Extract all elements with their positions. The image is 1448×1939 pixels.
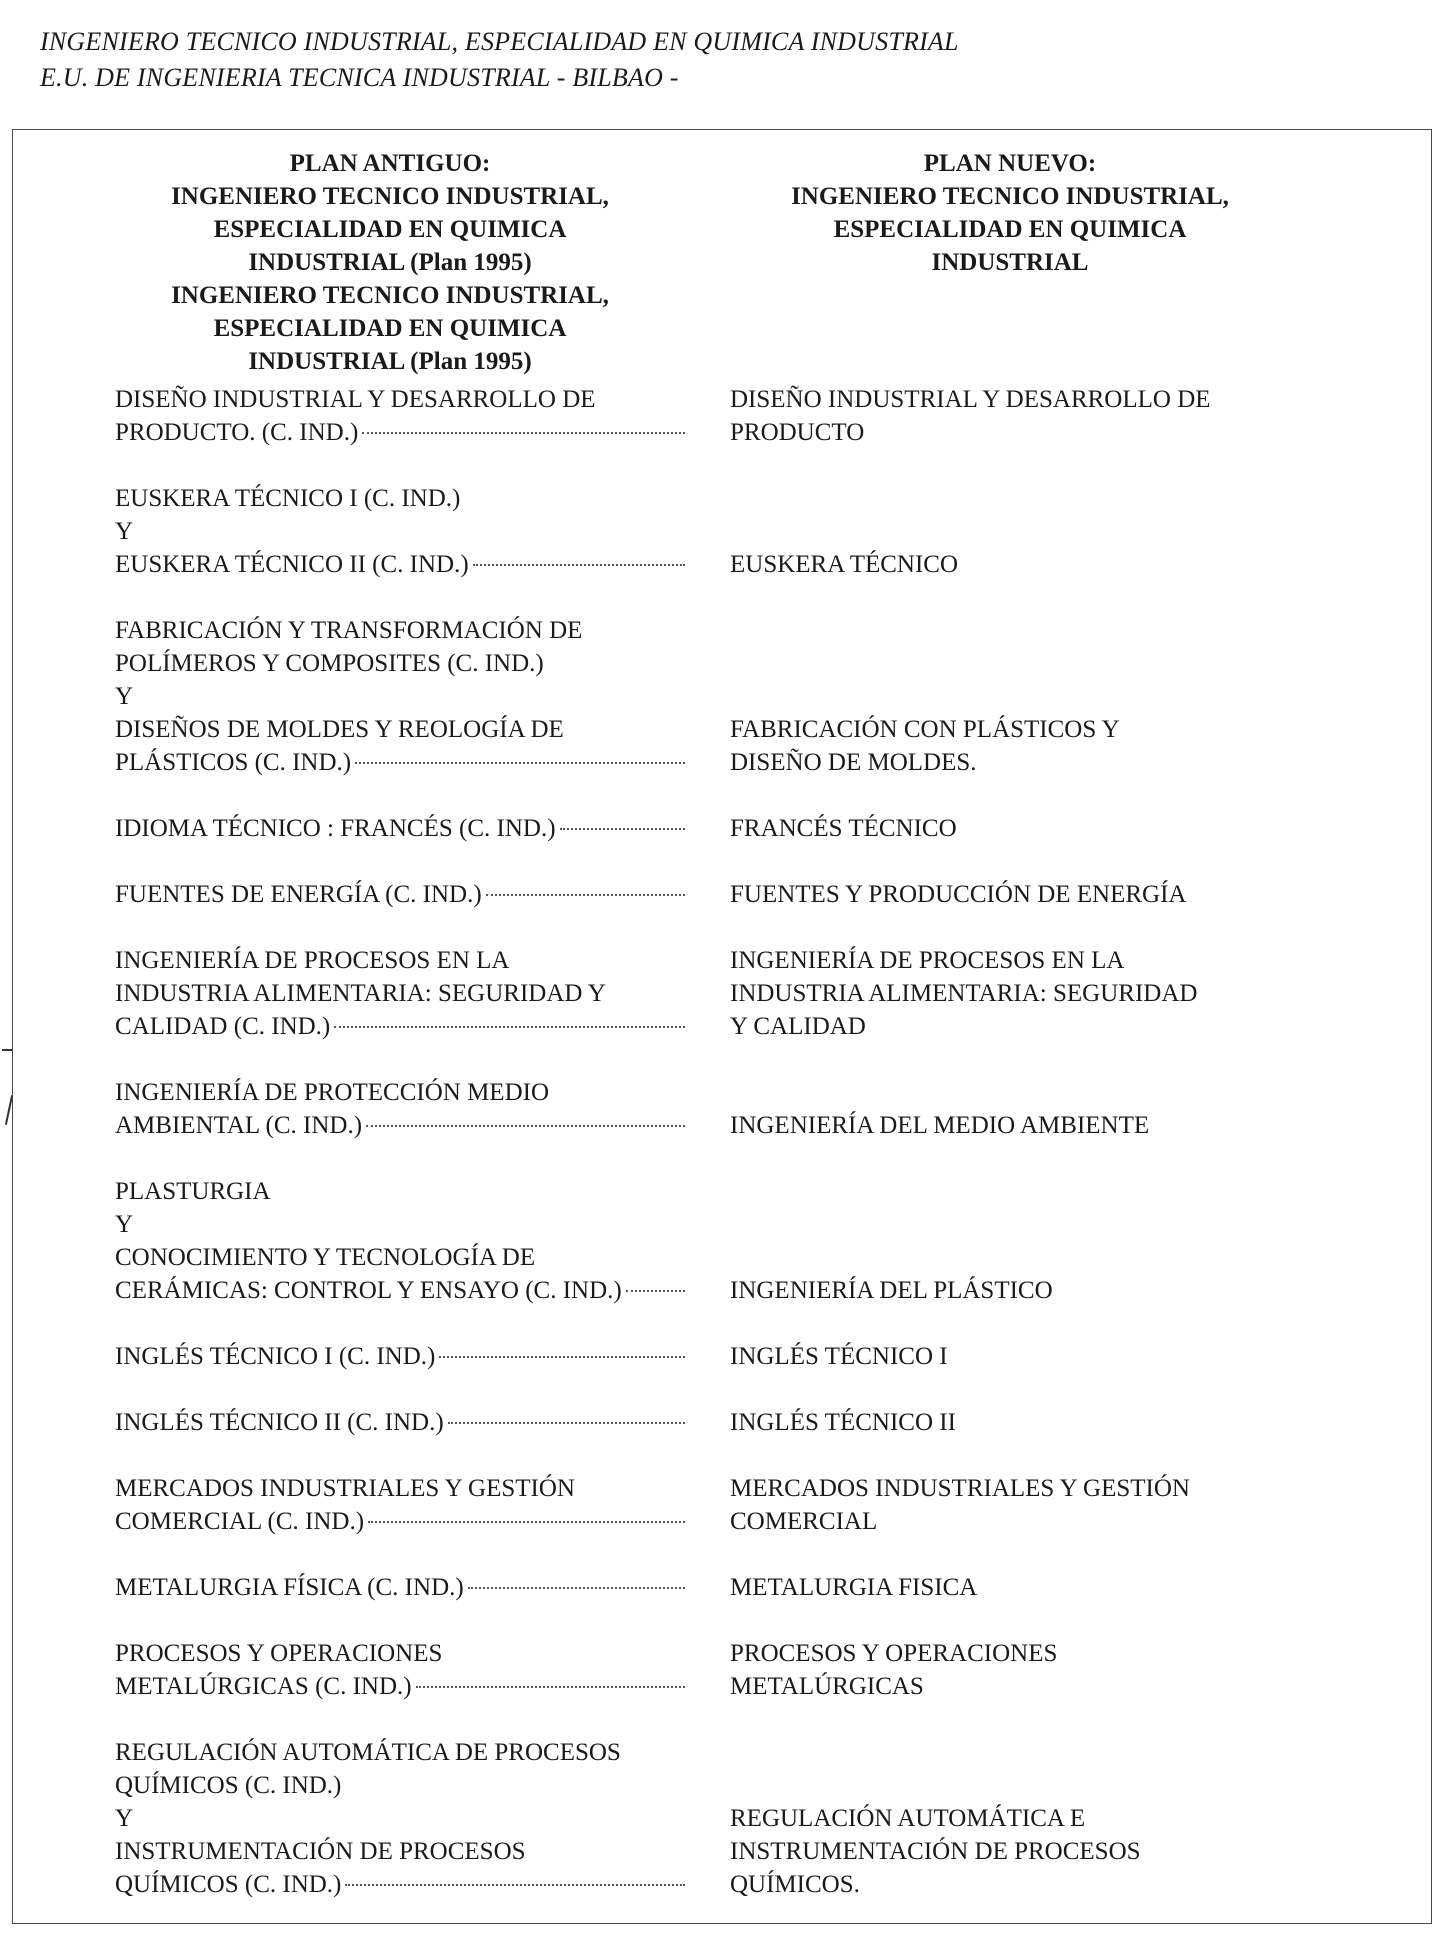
margin-tick-mark (2, 1049, 12, 1051)
new-subject-line: REGULACIÓN AUTOMÁTICA E (730, 1805, 1086, 1832)
old-subject-cell (115, 878, 700, 911)
old-subject-line (115, 812, 685, 845)
old-subject-text: INDUSTRIA ALIMENTARIA: SEGURIDAD Y (115, 980, 606, 1007)
new-subject-line: MERCADOS INDUSTRIALES Y GESTIÓN (730, 1475, 1190, 1502)
new-subject-line: INGLÉS TÉCNICO II (730, 1409, 956, 1436)
new-subject-cell (700, 1637, 1350, 1703)
old-subject-line (115, 1472, 700, 1505)
dot-leader (355, 762, 685, 764)
table-row (115, 383, 1425, 449)
old-subject-line (115, 482, 700, 515)
old-subject-line (115, 1241, 700, 1274)
old-subject-text: POLÍMEROS Y COMPOSITES (C. IND.) (115, 650, 544, 677)
new-subject-line: METALÚRGICAS (730, 1673, 924, 1700)
old-subject-line (115, 1802, 700, 1835)
old-subject-line (115, 1769, 700, 1802)
table-row (115, 1472, 1425, 1538)
old-subject-text: EUSKERA TÉCNICO I (C. IND.) (115, 485, 461, 512)
table-row (115, 944, 1425, 1043)
new-subject-cell (700, 383, 1350, 449)
dot-leader (468, 1587, 685, 1589)
header-line-1: INGENIERO TECNICO INDUSTRIAL, ESPECIALIDAD EN QUIMICA INDUSTRIAL (40, 27, 959, 56)
old-subject-text: EUSKERA TÉCNICO II (C. IND.) (115, 551, 469, 578)
old-subject-line (115, 614, 700, 647)
old-subject-line (115, 1835, 700, 1868)
dot-leader (362, 432, 685, 434)
old-plan-heading-line: INDUSTRIAL (Plan 1995) (248, 348, 532, 375)
old-subject-text: CALIDAD (C. IND.) (115, 1013, 331, 1040)
old-plan-heading-line: INDUSTRIAL (Plan 1995) (248, 249, 532, 276)
new-subject-line: PROCESOS Y OPERACIONES (730, 1640, 1058, 1667)
old-subject-line (115, 1208, 700, 1241)
new-subject-line: EUSKERA TÉCNICO (730, 551, 959, 578)
old-subject-line (115, 977, 700, 1010)
dot-leader (366, 1125, 685, 1127)
old-subject-text: PRODUCTO. (C. IND.) (115, 419, 359, 446)
new-subject-cell (700, 713, 1350, 779)
table-row (115, 482, 1425, 581)
new-subject-line: DISEÑO DE MOLDES. (730, 749, 977, 776)
old-subject-line (115, 746, 685, 779)
new-subject-line: INGENIERÍA DEL PLÁSTICO (730, 1277, 1053, 1304)
dot-leader (439, 1356, 685, 1358)
old-plan-heading-line: PLAN ANTIGUO: (289, 150, 491, 177)
old-subject-cell (115, 1571, 700, 1604)
old-plan-heading (110, 147, 670, 378)
old-subject-line (115, 1340, 685, 1373)
new-subject-cell (700, 812, 1350, 845)
old-subject-cell (115, 1175, 700, 1307)
old-subject-text: CERÁMICAS: CONTROL Y ENSAYO (C. IND.) (115, 1277, 622, 1304)
table-row (115, 1637, 1425, 1703)
dot-leader (416, 1686, 685, 1688)
old-subject-text: Y (115, 1805, 134, 1832)
new-subject-line: INDUSTRIA ALIMENTARIA: SEGURIDAD (730, 980, 1198, 1007)
new-subject-line: COMERCIAL (730, 1508, 878, 1535)
old-subject-cell (115, 1637, 700, 1703)
new-subject-line: METALURGIA FISICA (730, 1574, 978, 1601)
old-subject-line (115, 1010, 685, 1043)
old-subject-text: QUÍMICOS (C. IND.) (115, 1871, 342, 1898)
equivalence-rows (115, 383, 1425, 1934)
new-subject-cell (700, 1472, 1350, 1538)
old-subject-text: FABRICACIÓN Y TRANSFORMACIÓN DE (115, 617, 583, 644)
old-subject-line (115, 1175, 700, 1208)
old-subject-cell (115, 1736, 700, 1901)
old-subject-line (115, 548, 685, 581)
old-subject-text: Y (115, 518, 134, 545)
old-subject-text: MERCADOS INDUSTRIALES Y GESTIÓN (115, 1475, 575, 1502)
old-subject-text: QUÍMICOS (C. IND.) (115, 1772, 342, 1799)
old-subject-cell (115, 482, 700, 581)
new-subject-line: FRANCÉS TÉCNICO (730, 815, 957, 842)
new-subject-line: INGLÉS TÉCNICO I (730, 1343, 948, 1370)
table-row (115, 1340, 1425, 1373)
old-subject-cell (115, 944, 700, 1043)
new-subject-cell (700, 878, 1350, 911)
dot-leader (486, 894, 685, 896)
old-subject-line (115, 416, 685, 449)
new-subject-cell (700, 548, 1350, 581)
dot-leader (368, 1521, 685, 1523)
old-subject-text: AMBIENTAL (C. IND.) (115, 1112, 363, 1139)
old-subject-line (115, 713, 700, 746)
old-subject-text: INSTRUMENTACIÓN DE PROCESOS (115, 1838, 526, 1865)
table-row (115, 1736, 1425, 1901)
table-row (115, 1571, 1425, 1604)
old-subject-line (115, 1274, 685, 1307)
old-subject-cell (115, 383, 700, 449)
old-subject-text: PLÁSTICOS (C. IND.) (115, 749, 352, 776)
old-subject-text: METALÚRGICAS (C. IND.) (115, 1673, 412, 1700)
new-subject-line: DISEÑO INDUSTRIAL Y DESARROLLO DE (730, 386, 1211, 413)
old-subject-text: PROCESOS Y OPERACIONES (115, 1640, 443, 1667)
old-subject-cell (115, 1340, 700, 1373)
old-subject-text: METALURGIA FÍSICA (C. IND.) (115, 1574, 464, 1601)
old-subject-line (115, 1109, 685, 1142)
new-subject-line: PRODUCTO (730, 419, 865, 446)
new-subject-line: INGENIERÍA DE PROCESOS EN LA (730, 947, 1125, 974)
old-subject-cell (115, 614, 700, 779)
old-subject-cell (115, 812, 700, 845)
old-subject-text: INGENIERÍA DE PROCESOS EN LA (115, 947, 510, 974)
new-subject-line: INSTRUMENTACIÓN DE PROCESOS (730, 1838, 1141, 1865)
new-subject-cell (700, 1802, 1350, 1901)
header-line-2: E.U. DE INGENIERIA TECNICA INDUSTRIAL - BILBAO - (40, 63, 679, 92)
old-subject-text: CONOCIMIENTO Y TECNOLOGÍA DE (115, 1244, 536, 1271)
new-plan-heading-line: PLAN NUEVO: (923, 150, 1097, 177)
new-subject-line: FUENTES Y PRODUCCIÓN DE ENERGÍA (730, 881, 1187, 908)
dot-leader (560, 828, 685, 830)
old-plan-heading-line: INGENIERO TECNICO INDUSTRIAL, (171, 282, 609, 309)
new-subject-cell (700, 1340, 1350, 1373)
table-row (115, 812, 1425, 845)
old-subject-text: PLASTURGIA (115, 1178, 271, 1205)
old-subject-line (115, 1637, 700, 1670)
old-subject-line (115, 680, 700, 713)
old-subject-line (115, 1076, 700, 1109)
old-subject-line (115, 1670, 685, 1703)
old-subject-line (115, 647, 700, 680)
table-row (115, 1406, 1425, 1439)
new-plan-heading (730, 147, 1290, 279)
table-row (115, 614, 1425, 779)
table-row (115, 878, 1425, 911)
old-subject-text: INGLÉS TÉCNICO I (C. IND.) (115, 1343, 436, 1370)
old-subject-text: IDIOMA TÉCNICO : FRANCÉS (C. IND.) (115, 815, 556, 842)
new-subject-cell (700, 944, 1350, 1043)
old-subject-text: REGULACIÓN AUTOMÁTICA DE PROCESOS (115, 1739, 621, 1766)
old-subject-line (115, 1571, 685, 1604)
old-subject-line (115, 1736, 700, 1769)
dot-leader (448, 1422, 685, 1424)
new-plan-heading-line: ESPECIALIDAD EN QUIMICA (833, 216, 1187, 243)
document-header (40, 24, 959, 96)
old-subject-text: INGLÉS TÉCNICO II (C. IND.) (115, 1409, 444, 1436)
dot-leader (345, 1884, 685, 1886)
old-subject-text: FUENTES DE ENERGÍA (C. IND.) (115, 881, 482, 908)
old-subject-text: DISEÑO INDUSTRIAL Y DESARROLLO DE (115, 386, 596, 413)
dot-leader (626, 1290, 685, 1292)
new-subject-cell (700, 1109, 1350, 1142)
old-subject-line (115, 515, 700, 548)
old-subject-text: INGENIERÍA DE PROTECCIÓN MEDIO (115, 1079, 549, 1106)
old-subject-cell (115, 1472, 700, 1538)
new-subject-cell (700, 1406, 1350, 1439)
old-subject-text: Y (115, 683, 134, 710)
old-subject-text: COMERCIAL (C. IND.) (115, 1508, 365, 1535)
dot-leader (334, 1026, 685, 1028)
old-subject-cell (115, 1076, 700, 1142)
old-plan-heading-line: INGENIERO TECNICO INDUSTRIAL, (171, 183, 609, 210)
old-subject-line (115, 1505, 685, 1538)
new-subject-line: FABRICACIÓN CON PLÁSTICOS Y (730, 716, 1120, 743)
old-subject-cell (115, 1406, 700, 1439)
new-subject-cell (700, 1274, 1350, 1307)
old-subject-line (115, 1406, 685, 1439)
table-row (115, 1076, 1425, 1142)
old-subject-text: DISEÑOS DE MOLDES Y REOLOGÍA DE (115, 716, 564, 743)
new-plan-heading-line: INDUSTRIAL (931, 249, 1089, 276)
old-subject-line (115, 1868, 685, 1901)
table-row (115, 1175, 1425, 1307)
old-subject-text: Y (115, 1211, 134, 1238)
new-subject-cell (700, 1571, 1350, 1604)
new-plan-heading-line: INGENIERO TECNICO INDUSTRIAL, (791, 183, 1229, 210)
dot-leader (473, 564, 685, 566)
old-plan-heading-line: ESPECIALIDAD EN QUIMICA (213, 315, 567, 342)
old-subject-line (115, 383, 700, 416)
new-subject-line: QUÍMICOS. (730, 1871, 860, 1898)
new-subject-line: INGENIERÍA DEL MEDIO AMBIENTE (730, 1112, 1150, 1139)
new-subject-line: Y CALIDAD (730, 1013, 866, 1040)
old-subject-line (115, 944, 700, 977)
old-subject-line (115, 878, 685, 911)
old-plan-heading-line: ESPECIALIDAD EN QUIMICA (213, 216, 567, 243)
